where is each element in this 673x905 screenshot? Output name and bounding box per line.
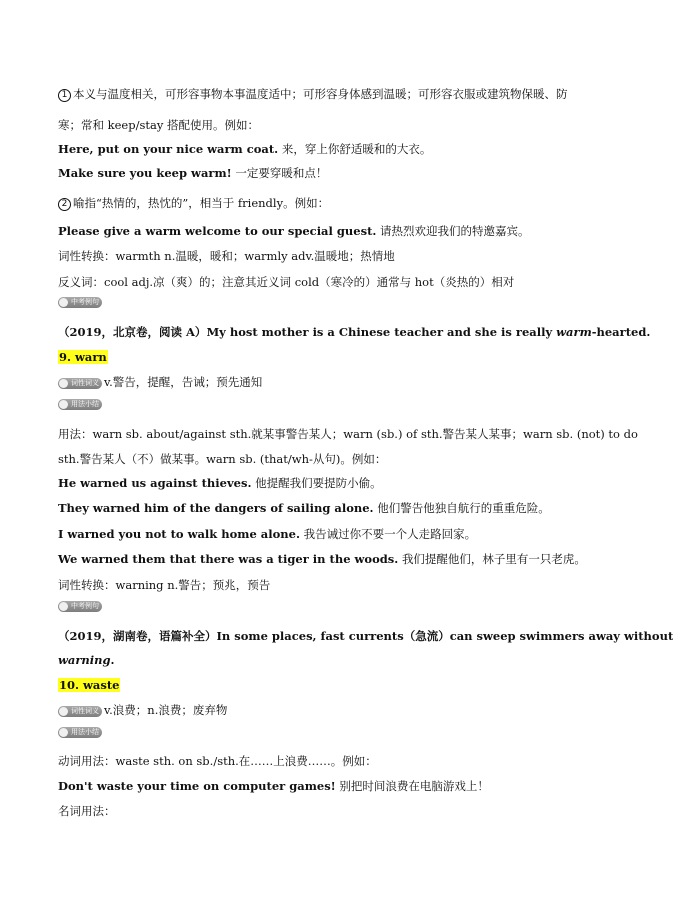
exam-example-continuation: warning. — [58, 653, 115, 667]
word-meaning-line: 词性词义 v.浪费；n.浪费；废弃物 — [58, 702, 600, 718]
word-meaning-badge: 词性词义 — [58, 706, 102, 717]
word-heading-waste: 10. waste — [59, 678, 120, 692]
usage-line: 用法：warn sb. about/against sth.就某事警告某人；warn (sb.) of sth.警告某人某事；warn sb. (not) to do — [58, 427, 638, 441]
circled-number-2: 2 — [58, 198, 71, 211]
exam-example-badge: 中考例句 — [58, 598, 102, 610]
usage-summary-badge: 用法小结 — [58, 396, 102, 408]
word-meaning-line: 词性词义 v.警告，提醒，告诫；预先通知 — [58, 374, 600, 390]
example-sentence: We warned them that there was a tiger in the woods. 我们提醒他们，林子里有一只老虎。 — [58, 552, 586, 566]
example-sentence: They warned him of the dangers of sailing alone. 他们警告他独自航行的重重危险。 — [58, 501, 550, 515]
example-sentence: I warned you not to walk home alone. 我告诫过你不要一个人走路回家。 — [58, 527, 477, 541]
exam-example-line: （2019，北京卷，阅读 A）My host mother is a Chinese teacher and she is really warm-hearted. — [58, 325, 651, 339]
verb-usage-line: 动词用法：waste sth. on sb./sth.在……上浪费……。例如： — [58, 754, 377, 768]
example-sentence: He warned us against thieves. 他提醒我们要提防小偷。 — [58, 476, 382, 490]
antonym-line: 反义词：cool adj.凉（爽）的；注意其近义词 cold（寒冷的）通常与 hot（炎热的）相对 — [58, 275, 515, 289]
exam-example-badge: 中考例句 — [58, 294, 102, 306]
sense-1-line: 1 本义与温度相关，可形容事物本事温度适中；可形容身体感到温暖；可形容衣服或建筑物保暖、防 — [58, 86, 600, 102]
sense-2-line: 2 喻指“热情的，热忱的”，相当于 friendly。例如： — [58, 195, 600, 211]
word-form-line: 词性转换：warning n.警告；预兆，预告 — [58, 578, 271, 592]
word-heading-warn: 9. warn — [59, 350, 107, 364]
example-sentence: Make sure you keep warm! 一定要穿暖和点！ — [58, 166, 328, 180]
circled-number-1: 1 — [58, 89, 71, 102]
usage-line-continuation: sth.警告某人（不）做某事。warn sb. (that/wh-从句)。例如： — [58, 452, 387, 466]
usage-summary-badge: 用法小结 — [58, 724, 102, 736]
exam-example-line: （2019，湖南卷，语篇补全）In some places, fast currents（急流）can sweep swimmers away without — [58, 629, 673, 643]
example-sentence: Don't waste your time on computer games! 别把时间浪费在电脑游戏上！ — [58, 779, 489, 793]
example-sentence: Please give a warm welcome to our special guest. 请热烈欢迎我们的特邀嘉宾。 — [58, 224, 530, 238]
noun-usage-line: 名词用法： — [58, 804, 116, 818]
sense-1-continuation: 寒；常和 keep/stay 搭配使用。例如： — [58, 118, 260, 132]
word-form-line: 词性转换：warmth n.温暖，暖和；warmly adv.温暖地；热情地 — [58, 249, 395, 263]
word-meaning-badge: 词性词义 — [58, 378, 102, 389]
example-sentence: Here, put on your nice warm coat. 来，穿上你舒适暖和的大衣。 — [58, 142, 432, 156]
